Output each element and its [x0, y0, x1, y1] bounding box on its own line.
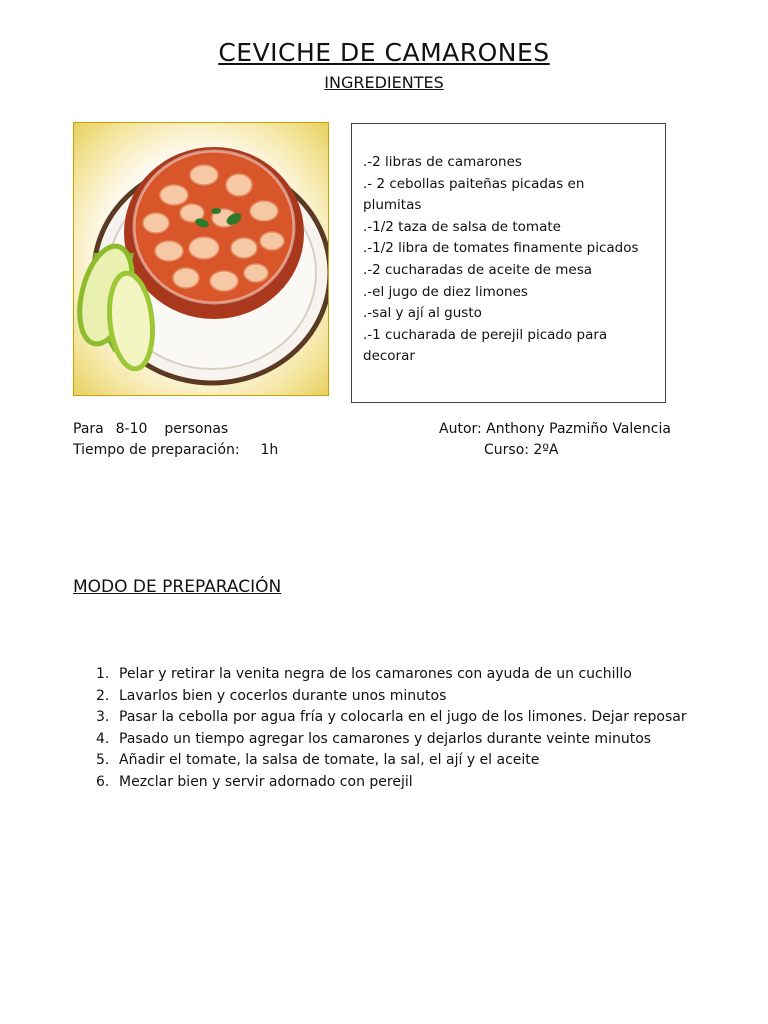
step-number: 3. — [96, 709, 110, 725]
step-item — [84, 750, 696, 772]
step-number: 6. — [96, 773, 110, 790]
preparation-steps — [84, 664, 696, 793]
step-item — [84, 707, 696, 729]
ceviche-bowl-image — [74, 123, 329, 396]
step-item — [84, 686, 696, 708]
ingredient-item: .-1/2 libra de tomates finamente picados — [363, 240, 639, 257]
ingredient-item: .-2 libras de camarones — [363, 154, 522, 170]
ingredient-item: .- 2 cebollas paiteñas picadas en — [363, 175, 585, 192]
servings — [73, 419, 228, 440]
servings-unit: personas — [164, 421, 229, 437]
step-number: 5. — [96, 752, 110, 768]
servings-value: 8-10 — [115, 421, 148, 437]
ingredient-item: .-1/2 taza de salsa de tomate — [363, 218, 561, 235]
ingredients-box — [351, 123, 666, 403]
step-number: 1. — [96, 666, 110, 682]
prep-time-label: Tiempo de preparación: — [73, 442, 240, 458]
step-item — [84, 664, 696, 686]
author: Autor: Anthony Pazmiño Valencia — [439, 421, 671, 437]
step-text: Pasado un tiempo agregar los camarones y dejarlos durante veinte minutos — [119, 730, 652, 747]
step-text: Añadir el tomate, la salsa de tomate, la sal, el ají y el aceite — [119, 752, 540, 768]
preparation-heading: MODO DE PREPARACIÓN — [73, 577, 282, 597]
ingredient-item: plumitas — [363, 197, 422, 214]
servings-label: Para — [73, 421, 104, 437]
ingredient-item: .-sal y ají al gusto — [363, 305, 482, 322]
step-text: Pelar y retirar la venita negra de los camarones con ayuda de un cuchillo — [119, 666, 632, 682]
step-text: Lavarlos bien y cocerlos durante unos minutos — [119, 687, 447, 704]
ingredient-item: .-2 cucharadas de aceite de mesa — [363, 261, 592, 278]
document-title: CEVICHE DE CAMARONES — [218, 38, 550, 67]
ingredient-item: decorar — [363, 348, 415, 365]
ingredient-item: .-el jugo de diez limones — [363, 283, 528, 300]
ingredients-list — [363, 152, 655, 368]
step-number: 4. — [96, 730, 110, 747]
course: Curso: 2ºA — [484, 442, 559, 458]
step-text: Mezclar bien y servir adornado con perejil — [119, 773, 413, 790]
prep-time — [73, 440, 278, 461]
step-text: Pasar la cebolla por agua fría y colocarla en el jugo de los limones. Dejar reposar — [119, 709, 687, 725]
step-item — [84, 772, 696, 794]
prep-time-value: 1h — [260, 442, 279, 458]
step-item — [84, 729, 696, 751]
ceviche-photo — [73, 122, 329, 396]
step-number: 2. — [96, 687, 110, 704]
ingredient-item: .-1 cucharada de perejil picado para — [363, 326, 608, 343]
ingredients-heading: INGREDIENTES — [324, 73, 444, 92]
